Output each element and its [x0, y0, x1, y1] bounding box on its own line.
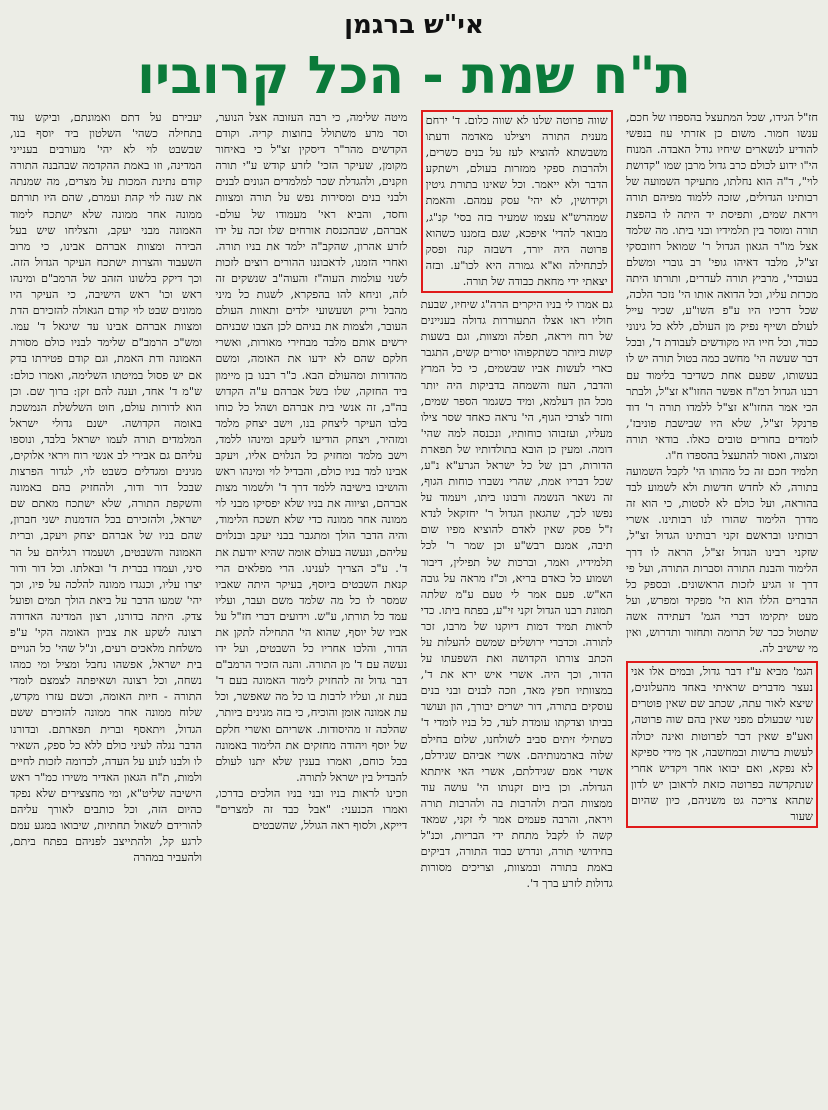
article-headline: ת"ח שמת - הכל קרוביו [137, 46, 691, 106]
column-2-highlight-box: שווה פרוטה שלנו לא שווה כלום. ד' ירחם מענית התורה ויצילנו מאדמה ודעתו משבשתא להוציא לעז על בנים כשרים, ולהרבות ספקי ממזרות בעולם, וישתקע הדבר ולא ייאמר. וכל שאינו בתורת גיטין וקידושין, לא יהי' עסק עמהם. והאמת שמהרש"א עצמו שמעיר בזה בסי' קנ"ג, מבואר להדי' איפכא, שגם בזמננו כשהוא פרוטה היה יורד, דשבזה קנה ופסק לכתחילה וא"א גמורה היא לכו"ע. ובזה יצאתי ידי מחאת כבודה של תורה. [421, 110, 613, 293]
column-4 [10, 110, 202, 1106]
column-1-paragraph-1: חז"ל הגידו, שכל המתעצל בהספדו של חכם, ענשו חמור. משום כן אזרתי עוז בנפשי להודיע לנשארים שיחיו גודל האבדה. המנוח הי"ו ידוע לכולם כרב גדול מרבן שמו "קדושת לוי", ד"ה הוא נחלתו, מתעיקר השמועה של רבותינו הגדולים, שזכה ללמוד מפיהם תורה ויראת שמים, ותפיסת יד היתה לו בהפצת תורה ומוסר בין תלמידיו ובני ביתו. מה שלמד אצל מו"ר הגאון הגדול ר' שמואל רוזובסקי זצ"ל, מלבד דאיהו גופי' רב גוברי ומשלם בעובדי', מרביץ תורה לעדרים, ותורתו היתה מכרזת עליו, וכל הדואה אותו הי' נזכר הלכה, שכל דרכיו היו ע"פ השו"ע, שכיר עייל לעולם ושייף נפיק מן העולם, ללא כל גינוני כבוד, וכל חייו היו מקודשים לעבודת ד', ובכל דבר שעשה הי' מחשב כמה בטול תורה יש לו בעשותו, שפעם אחת כשדיבר בלימוד עם רבנו הגדול רמ"ח אפשר החזו"א זצ"ל, ולבתר הכי אמר החזו"א זצ"ל ללמדו תורה ר' דוד פרנקל זצ"ל, שלא היו שבישבת פוניבז', לומדים בחורים טובים כאלו. בודאי תורה ומצוה, ואסור להתעצל בהספדו ח"ו. [625, 111, 818, 462]
column-3 [215, 110, 407, 1106]
column-1 [626, 110, 818, 1106]
column-1-highlight-box: הגמ' מביא ע"ז דבר גדול, ובמים אלו אני נעצר מדברים שראיתי באחד מהעלונים, שיצא לאור עתה, שכתב שם שאין פוטרים שנוי שבעולם מפני שאין בהם שוה פרוטה, ואע"פ שאין דבר לפרוטות ואינה יכולה לעשות ברשות ובמחשבה, אך מידי ספיקא לא נפקא, ואם יבואו אחר ויקדיש אחרי שנתקדשה בפרוטה כזאת לראובן יש לדון שתהא צריכה גט משניהם, כיון שהיום שעור [626, 661, 818, 828]
column-3-paragraph-1: מיטה שלימה, כי רבה העזובה אצל הנוער, וסר מרע משתולל בחוצות קריה. וקודם הקדשים מהר"ר דיסקין זצ"ל כי באיחור מקומן, שעיקר הזכי' לזרע קודש ע"י תורה וזקנים, ולהגדלת שכר למלמדים הגונים לבנים ולבני בנים ומסירות נפש על תורה ומצוות וחסד, והביא ראי' מעמודו של עולם- אברהם, שבהכנסת אורחים שלו זכה על ידו לזרע אהרון, שהקב"ה ילמד את בניו תורה. ואחרי הזמנו, לדאבוננו ההורים רוצים לזכות לשני עולמות העוה"ז והעוה"ב שנשקים זה לזה, וניחא להו בהפקרא, לשגות כל מיני מהבל וריק ושעשועי ילדים ותאוות העולם העובר, ולצמות את בניהם לכן הצבו שבניהם ירשים אותם מלבד מבחירי מאורות, ואשרי חלקם שהם לא ידעו את האומה, ומשם מהדורות ומהעולם הבא. כ"ר רבנו בן מיימון ביד החזקה, שלו בשל אברהם ע"ה הקדוש בה"ב, זה אנשי בית אברהם ושהל כל כוחו בלבו העיקר ליצחק בנו, וישב יצחק מלמד ומזהיר, ויצחק הודיעו ליעקב ומינהו ללמד, וישב מלמד ומחזיק כל הנלוים אליו, ויעקב אבינו למד בניו כולם, והבדיל לוי ומינהו ראש והושיבו בישיבה ללמד דרך ד' ולשמור מצות אברהם, וציווה את בניו שלא יפסיקו מבני לוי ממונה אחר ממונה כדי שלא תשכח הלימוד, והיה הדבר הולך ומתגבר בבני יעקב ובנלוים עליהם, ונעשה בעולם אומה שהיא יודעת את ד'. ע"כ הצריך לענינו. הרי מפלאים הרי קנאת השבטים ביוסף, בעיקר היתה שאביו שמסר לו כל מה שלמד משם ועבר, ועליו עמד כל תורתו, ע"ש. וידועים דברי חז"ל על אביו של יוסף, שהוא הי' התחילה לתקן את הדור, והלכו אחריו כל השבטים, ועל ידו נעשה עם ד' מן התורה. והנה הזכיר הרמב"ם דבר גדול זה להחזיק לימוד האמונה בעם ד' בעת זו, ועליו לרבות בו כל מה שאפשר, וכל עת אמונה אומן והוכיח, כי בזה מגינים ביותר, שהלכה זו מהיסודות. אשריהם ואשרי חלקם של יוסף ויהודה מחזקים את הלימוד באמונה בכל כוחם, ואמרו בענין שלא יתנו לעולם להבדיל בין ישראל לתורה. [215, 111, 408, 784]
column-2 [421, 110, 613, 1106]
column-3-paragraph-2: וזכינו לראות בניו ובני בניו הולכים בדרכו, ואמרו הכנעני: "אבל כבד זה למצרים" דייקא, ולסוף ראה הגולל, שהשבטים [215, 786, 408, 833]
column-1-paragraph-2: תלמיד חכם זה כל מהותו הי' לקבל השמועה בתורה, לא לחדש חדשות ולא לשמוע לבד בהוראה, ועל כולם לא לסטות, כי הוא זה מדרך הלימוד שהורו לנו רבותינו. אשרי רבותינו ובראשם זקני רבותינו הגדול זצ"ל, שזקני רבינו הגדול זצ"ל, הראה לו דרך הלימוד והבנת התורה וסברות התורה, ועל פי דרך זו הגיע לזכות הראשונים. ובספק כל הדברים הללו הוא הי' מפקיד ומפרש, ועל מעט יתקימו דברי הגמ' דעתידה אשה שתטול ככר של תרומה ותחזור ותדרוש, ואין מי שישיב לה. [625, 465, 818, 656]
column-2-paragraph: גם אמרו לי בניו היקרים הרה"ג שיחיו, שבעת חוליו ראו אצלו התעוררות גדולה בעניינים של רוח ויראה, תפלה ומצוות, וגם בשעות קשות ביותר כשתקפוהו יסורים קשים, התגבר כארי לעשות אביו שבשמים, כי כל המרץ והדבר, העוז והשמחה בדביקות היה יותר מכל הון דעלמא, ומיד כשגמר הספר שמים, וחזר לצרכי הגוף, הי' נראה כאחד שסר צילו מעליו, ועזבוהו כוחותיו, ונכנסה למה שהי' דומה. ומעין כן הובא בתולדותיו של תפארת הדורות, רבן של כל ישראל הגרע"א נ"ע, שכל דבריו אמת, שהרי נשברו כוחות הגוף, זה נשאר הנשמה ורבונו ביתו, ויעמוד על נפשו לכך, שהגאון הגדול ר' יחזקאל לנדא ז"ל פסק שאין לאדם להוציא מפיו שום תיבה, אמנם רבש"ע וכן שמר ר' לכל תלמידיו, ואמר, וברכות של תפילין, דיבור ושמוע כל כאדם בריא, וכ"ז מראה על גובה הא"ש. פעם אמר לי טעם ע"מ שלתה תמונת רבנו הגדול זקני זי"ע, בפתח ביתו. כדי לראות תמיד דמות דיוקנו של מרבו, זכר לתורה. וכדברי ירושלים שמשם להעלות על הכתב צורתו הקדושה ואת השפעתו על הדור, וכך היה. אשרי איש ירא את ד', במצוותיו חפץ מאד, וזכה לבנים ובני בנים עוסקים בתורה, דור ישרים יבורך, הון ועושר בביתו וצדקתו עומדת לעד, כל בניו לומדי ד' כשתילי זיתים סביב לשולחנו, שלום בחילם שלוה בארמנותיהם. אשרי אביהם שגידלם, אשרי אמם שגידלתם, אשרי האי איתתא הגדולה. וכן ביום זקנותו הי' עושה עוד ממצוות הבית ולהרבות בה ולהרבות תורה ויראה, והרבה פעמים אמר לי זקני, שמאד קשה לו לקבל מתחת ידי הבריות, וכנ"ל בחידושי תורה, ונדרש כבוד התורה, דביקים באמת בתורה ובמצוות, וצריכים מסורות גדולות לזרע ברך ד'. [420, 298, 613, 891]
column-4-paragraph: יעבירם על דתם ואמונתם, וביקש עוד בתחילה כשהי' השלטון ביד יוסף בנו, שבשבט לוי לא יהי' מעורבים בענייני המדינה, וזו באמת ההקדמה שבהבנה התורה קודם נתינת המכות על מצרים, מה שמנתה את שנה לוי קהת ועמרם, שהם היו תורתם ממונה אחר ממונה שלא ישתכח לימוד האמונה מבני יעקב, והצליחו שיש בעל הבירה ומצוות אברהם אבינו, כי מרוב השעבוד והצרות ישתכח העיקר הגדול הזה. וכך דיקק בלשונו הזהב של הרמב"ם ומינהו ראש וכו' ראש הישיבה, כי העיקר היו ממונים שבט לוי קודם הגאולה להזכירם הדת ומצוות אברהם אבינו עד שיגאל ד' עמו. ומש"כ הרמב"ם שלימד לבניו כולם מסורת האמונה ודת האמת, וגם קודם פטירתו בדק אם יש פסול במיטתו השלימה, ואמרו כולם: ש"מ ד' אחד, וענה להם זקן: ברוך שם. וכן הוא לדורות עולם, חוט השלשלת הנמשכת באומה הקדושה. ישנם גדולי ישראל המלמדים תורה לעמו ישראל בלבד, ונוספו עליהם גם אבירי לב אנשי רוח ויראי אלוקים, מגינים ומגדלים כשבט לוי, לגדור הפרצות שבכל דור ודור, ולהחזיק בהם באמונה והשקפת התורה, שלא ישתכח מאתם שם ישראל, ולהזכירם בכל הזדמנות ישני חברון, שהם בניו של אברהם יצחק ויעקב, וברית האמונה והשבטים, ושעמדו רגליהם על הר סיני, ועמדו בברית ד' ובאלתו. וכל דור ודור יצרו עליו, וכנגדו ממונה להלכה על פיו, וכך יהי' שמעו הדבר על ביאת הולך תמים ופועל צדק. היתה בדורנו, רצון המדינה האדודה רצונה לשקע את צביון האומה הקי' ע"פ משלחת מלאכים רעים, ונ"ל שהי' כל הגויים בית ישראל, אפשהו נחבל ומציל ומי כמהו נשחה, וכל רצונה ושאיפתה לצמצם לומדי התורה - חיות האומה, וכשם עזרו מקדש, שלוח ממונה אחר ממונה להזכירם ששם הגדול, ויתאסף וברית תפארתם. ובדורנו הדבר נגלה לעיני כולם ללא כל ספק, השאיר לו ולבנו לנוע על העדה, לכדומה לזכות לחיים ולמות, ת"ח הגאון האדיר משירו כמ"ר ראש הישיבה שליט"א, ומי מחצצירים שלא נפקד כהיום הזה, וכל כותבים לאורך עליהם להורידם לשאול תחתיות, שיבואו במגע עמם לרגע קל, ולהתייצב לפניהם בפתח ביתם, ולהעביר במהרה [10, 111, 202, 865]
author-byline: אי"ש ברגמן [344, 10, 484, 40]
article-columns [10, 110, 818, 1106]
